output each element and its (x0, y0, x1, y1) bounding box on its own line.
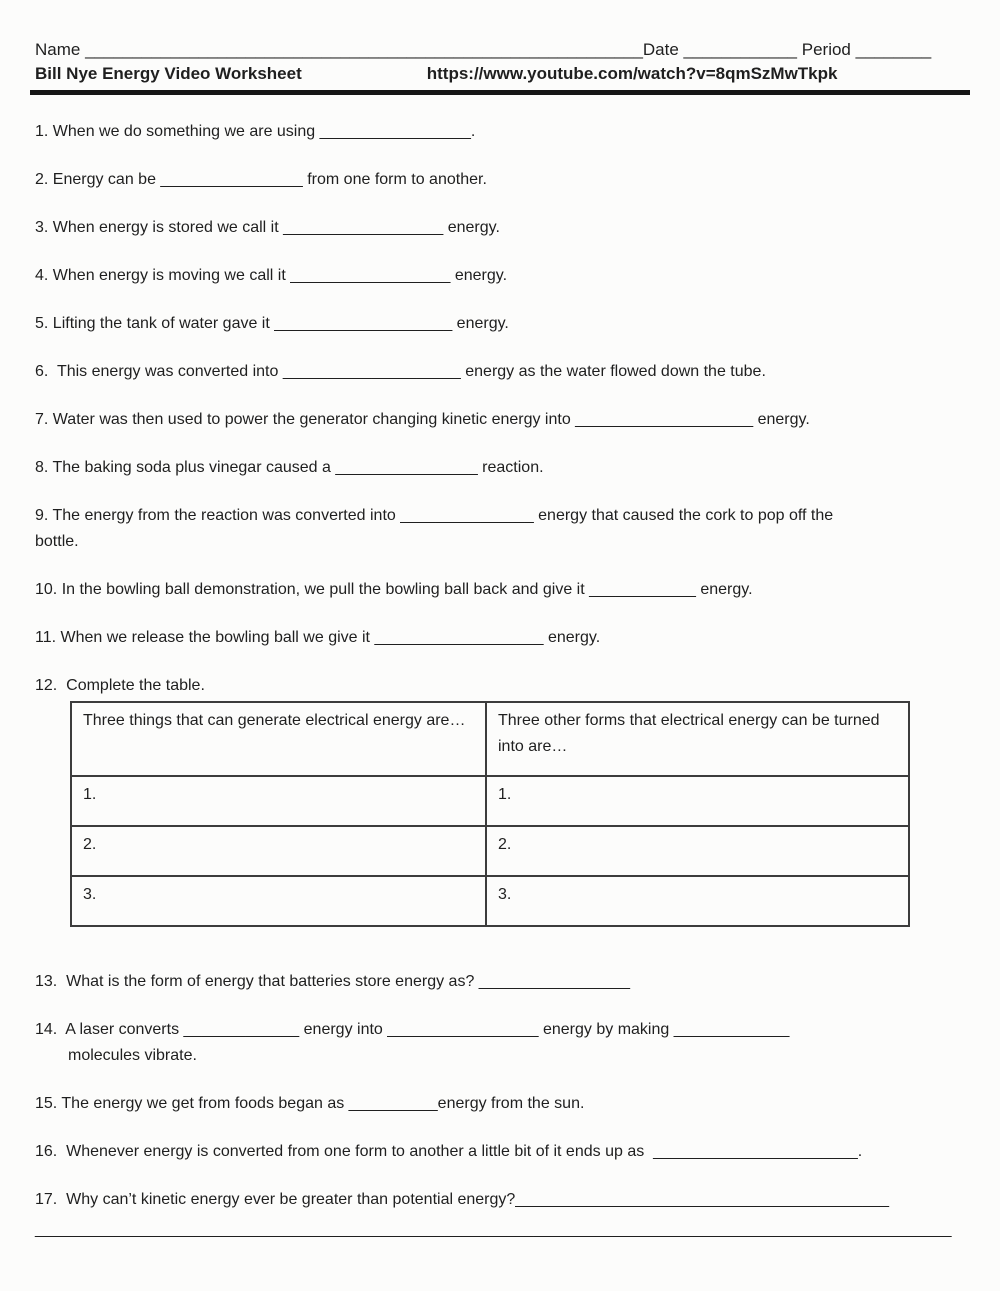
question-7 (35, 407, 965, 433)
question-2 (35, 167, 965, 193)
question-6-text: 6. This energy was converted into ____________________ energy as the water flowed down the tube. (35, 363, 766, 380)
complete-table (70, 701, 910, 927)
name-date-period-line (35, 38, 965, 62)
question-3 (35, 215, 965, 241)
questions-section (35, 119, 965, 1243)
period-blank: ________ (855, 40, 932, 59)
question-10-text: 10. In the bowling ball demonstration, we pull the bowling ball back and give it ____________ energy. (35, 581, 753, 598)
question-17 (35, 1187, 965, 1243)
question-5 (35, 311, 965, 337)
name-blank: ___________________________________________________________ (85, 40, 643, 59)
question-17-answer-line: _______________________________________________________________________________________________________ (35, 1221, 952, 1238)
question-14-text-line1: 14. A laser converts _____________ energy into _________________ energy by making _____________ (35, 1021, 790, 1038)
table-header-col1: Three things that can generate electrical energy are… (71, 702, 486, 776)
header-section (35, 38, 965, 95)
question-16-text: 16. Whenever energy is converted from one form to another a little bit of it ends up as _______________________. (35, 1143, 863, 1160)
question-8 (35, 455, 965, 481)
question-11-text: 11. When we release the bowling ball we give it ___________________ energy. (35, 629, 601, 646)
question-6 (35, 359, 965, 385)
question-5-text: 5. Lifting the tank of water gave it ____________________ energy. (35, 315, 509, 332)
question-15-text: 15. The energy we get from foods began as __________energy from the sun. (35, 1095, 585, 1112)
question-4 (35, 263, 965, 289)
table-row (71, 876, 909, 926)
video-url: https://www.youtube.com/watch?v=8qmSzMwTkpk (426, 64, 838, 83)
question-14-text-line2: molecules vibrate. (68, 1047, 197, 1064)
table-row (71, 776, 909, 826)
question-11 (35, 625, 965, 651)
question-14 (35, 1017, 965, 1069)
table-header-col2: Three other forms that electrical energy can be turned into are… (486, 702, 909, 776)
table-row2-col1: 2. (71, 826, 486, 876)
question-17-text-line1: 17. Why can’t kinetic energy ever be greater than potential energy?__________________________________________ (35, 1191, 890, 1208)
question-1 (35, 119, 965, 145)
header-rule (30, 90, 970, 95)
question-7-text: 7. Water was then used to power the generator changing kinetic energy into ____________________ energy. (35, 411, 810, 428)
question-1-text: 1. When we do something we are using _________________. (35, 123, 476, 140)
name-label: Name (35, 40, 86, 59)
question-4-text: 4. When energy is moving we call it __________________ energy. (35, 267, 508, 284)
question-10 (35, 577, 965, 603)
period-label: Period (797, 40, 856, 59)
question-13-text: 13. What is the form of energy that batteries store energy as? _________________ (35, 973, 631, 990)
table-row2-col2: 2. (486, 826, 909, 876)
title-line (35, 62, 965, 86)
question-2-text: 2. Energy can be ________________ from one form to another. (35, 171, 487, 188)
question-9-text-line1: 9. The energy from the reaction was converted into _______________ energy that caused the cork to pop off the (35, 507, 834, 524)
question-12-text: 12. Complete the table. (35, 677, 205, 694)
question-13 (35, 969, 965, 995)
table-row3-col1: 3. (71, 876, 486, 926)
question-15 (35, 1091, 965, 1117)
table-row1-col1: 1. (71, 776, 486, 826)
table-header-row (71, 702, 909, 776)
table-row (71, 826, 909, 876)
question-3-text: 3. When energy is stored we call it __________________ energy. (35, 219, 500, 236)
worksheet-title: Bill Nye Energy Video Worksheet (35, 64, 302, 83)
date-label: Date (642, 40, 684, 59)
date-blank: ____________ (683, 40, 798, 59)
question-9 (35, 503, 965, 555)
table-row1-col2: 1. (486, 776, 909, 826)
question-8-text: 8. The baking soda plus vinegar caused a ________________ reaction. (35, 459, 544, 476)
question-12 (35, 673, 965, 699)
question-9-text-line2: bottle. (35, 533, 79, 550)
table-row3-col2: 3. (486, 876, 909, 926)
question-16 (35, 1139, 965, 1165)
